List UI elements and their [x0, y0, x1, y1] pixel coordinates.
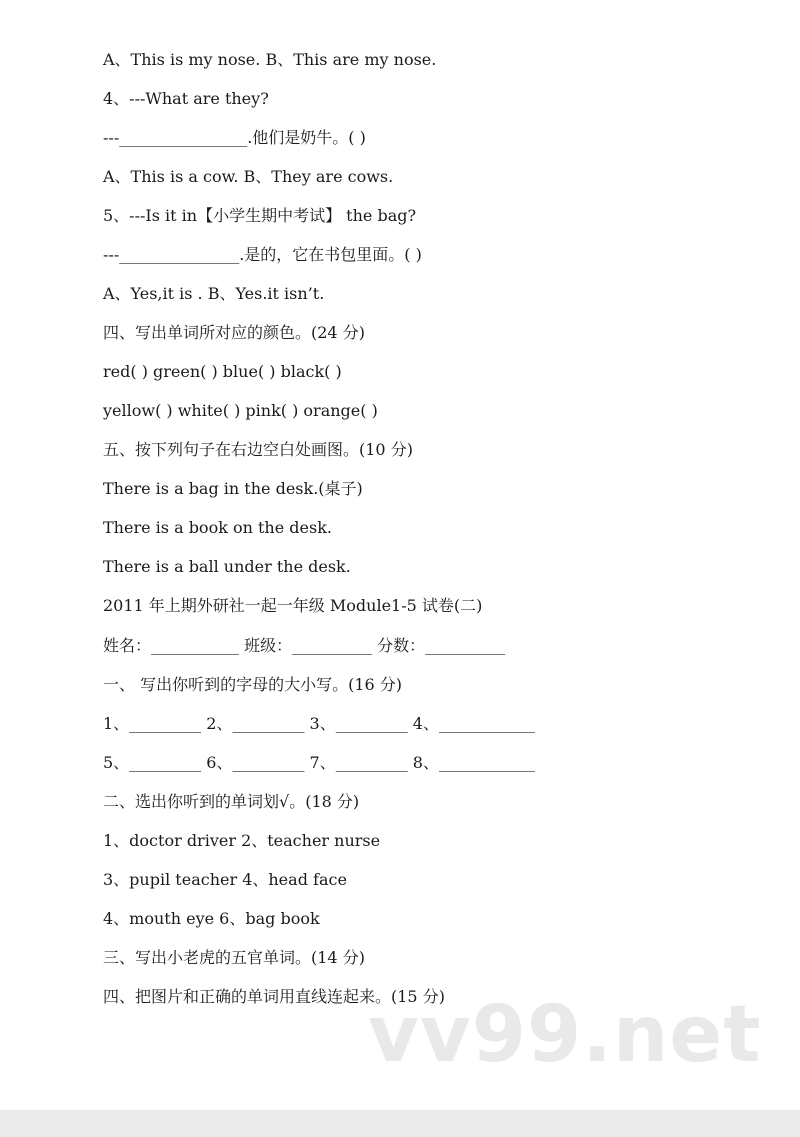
text-line: A、Yes,it is . B、Yes.it isn’t. [103, 284, 325, 303]
text-line: A、This is a cow. B、They are cows. [103, 167, 394, 186]
text-line: ---_______________.是的，它在书包里面。( ) [103, 245, 422, 264]
text-line: 5、---Is it in【小学生期中考试】 the bag? [103, 206, 417, 225]
text-line: yellow( ) white( ) pink( ) orange( ) [103, 401, 378, 420]
text-line: 1、_________ 2、_________ 3、_________ 4、____________ [103, 714, 535, 733]
text-line: 4、---What are they? [103, 89, 269, 108]
viewer-background [0, 1110, 800, 1137]
watermark: vv99.net [368, 990, 762, 1080]
text-line: There is a book on the desk. [103, 518, 332, 537]
text-line: 1、doctor driver 2、teacher nurse [103, 831, 381, 850]
exam-title: 2011 年上期外研社一起一年级 Module1-5 试卷(二) [103, 596, 483, 615]
section-heading: 三、写出小老虎的五官单词。(14 分) [103, 948, 365, 967]
text-line: A、This is my nose. B、This are my nose. [103, 50, 437, 69]
section-heading: 五、按下列句子在右边空白处画图。(10 分) [103, 440, 413, 459]
text-line: 3、pupil teacher 4、head face [103, 870, 347, 889]
section-heading: 一、 写出你听到的字母的大小写。(16 分) [103, 675, 403, 694]
section-heading: 四、把图片和正确的单词用直线连起来。(15 分) [103, 987, 445, 1006]
section-heading: 二、选出你听到的单词划√。(18 分) [103, 792, 360, 811]
text-line: There is a bag in the desk.(桌子) [103, 479, 363, 498]
section-heading: 四、写出单词所对应的颜色。(24 分) [103, 323, 365, 342]
student-info-line: 姓名：___________ 班级：__________ 分数：__________ [103, 636, 506, 655]
text-line: 5、_________ 6、_________ 7、_________ 8、____________ [103, 753, 535, 772]
text-line: red( ) green( ) blue( ) black( ) [103, 362, 342, 381]
text-line: 4、mouth eye 6、bag book [103, 909, 320, 928]
text-line: There is a ball under the desk. [103, 557, 351, 576]
text-line: ---________________.他们是奶牛。( ) [103, 128, 366, 147]
